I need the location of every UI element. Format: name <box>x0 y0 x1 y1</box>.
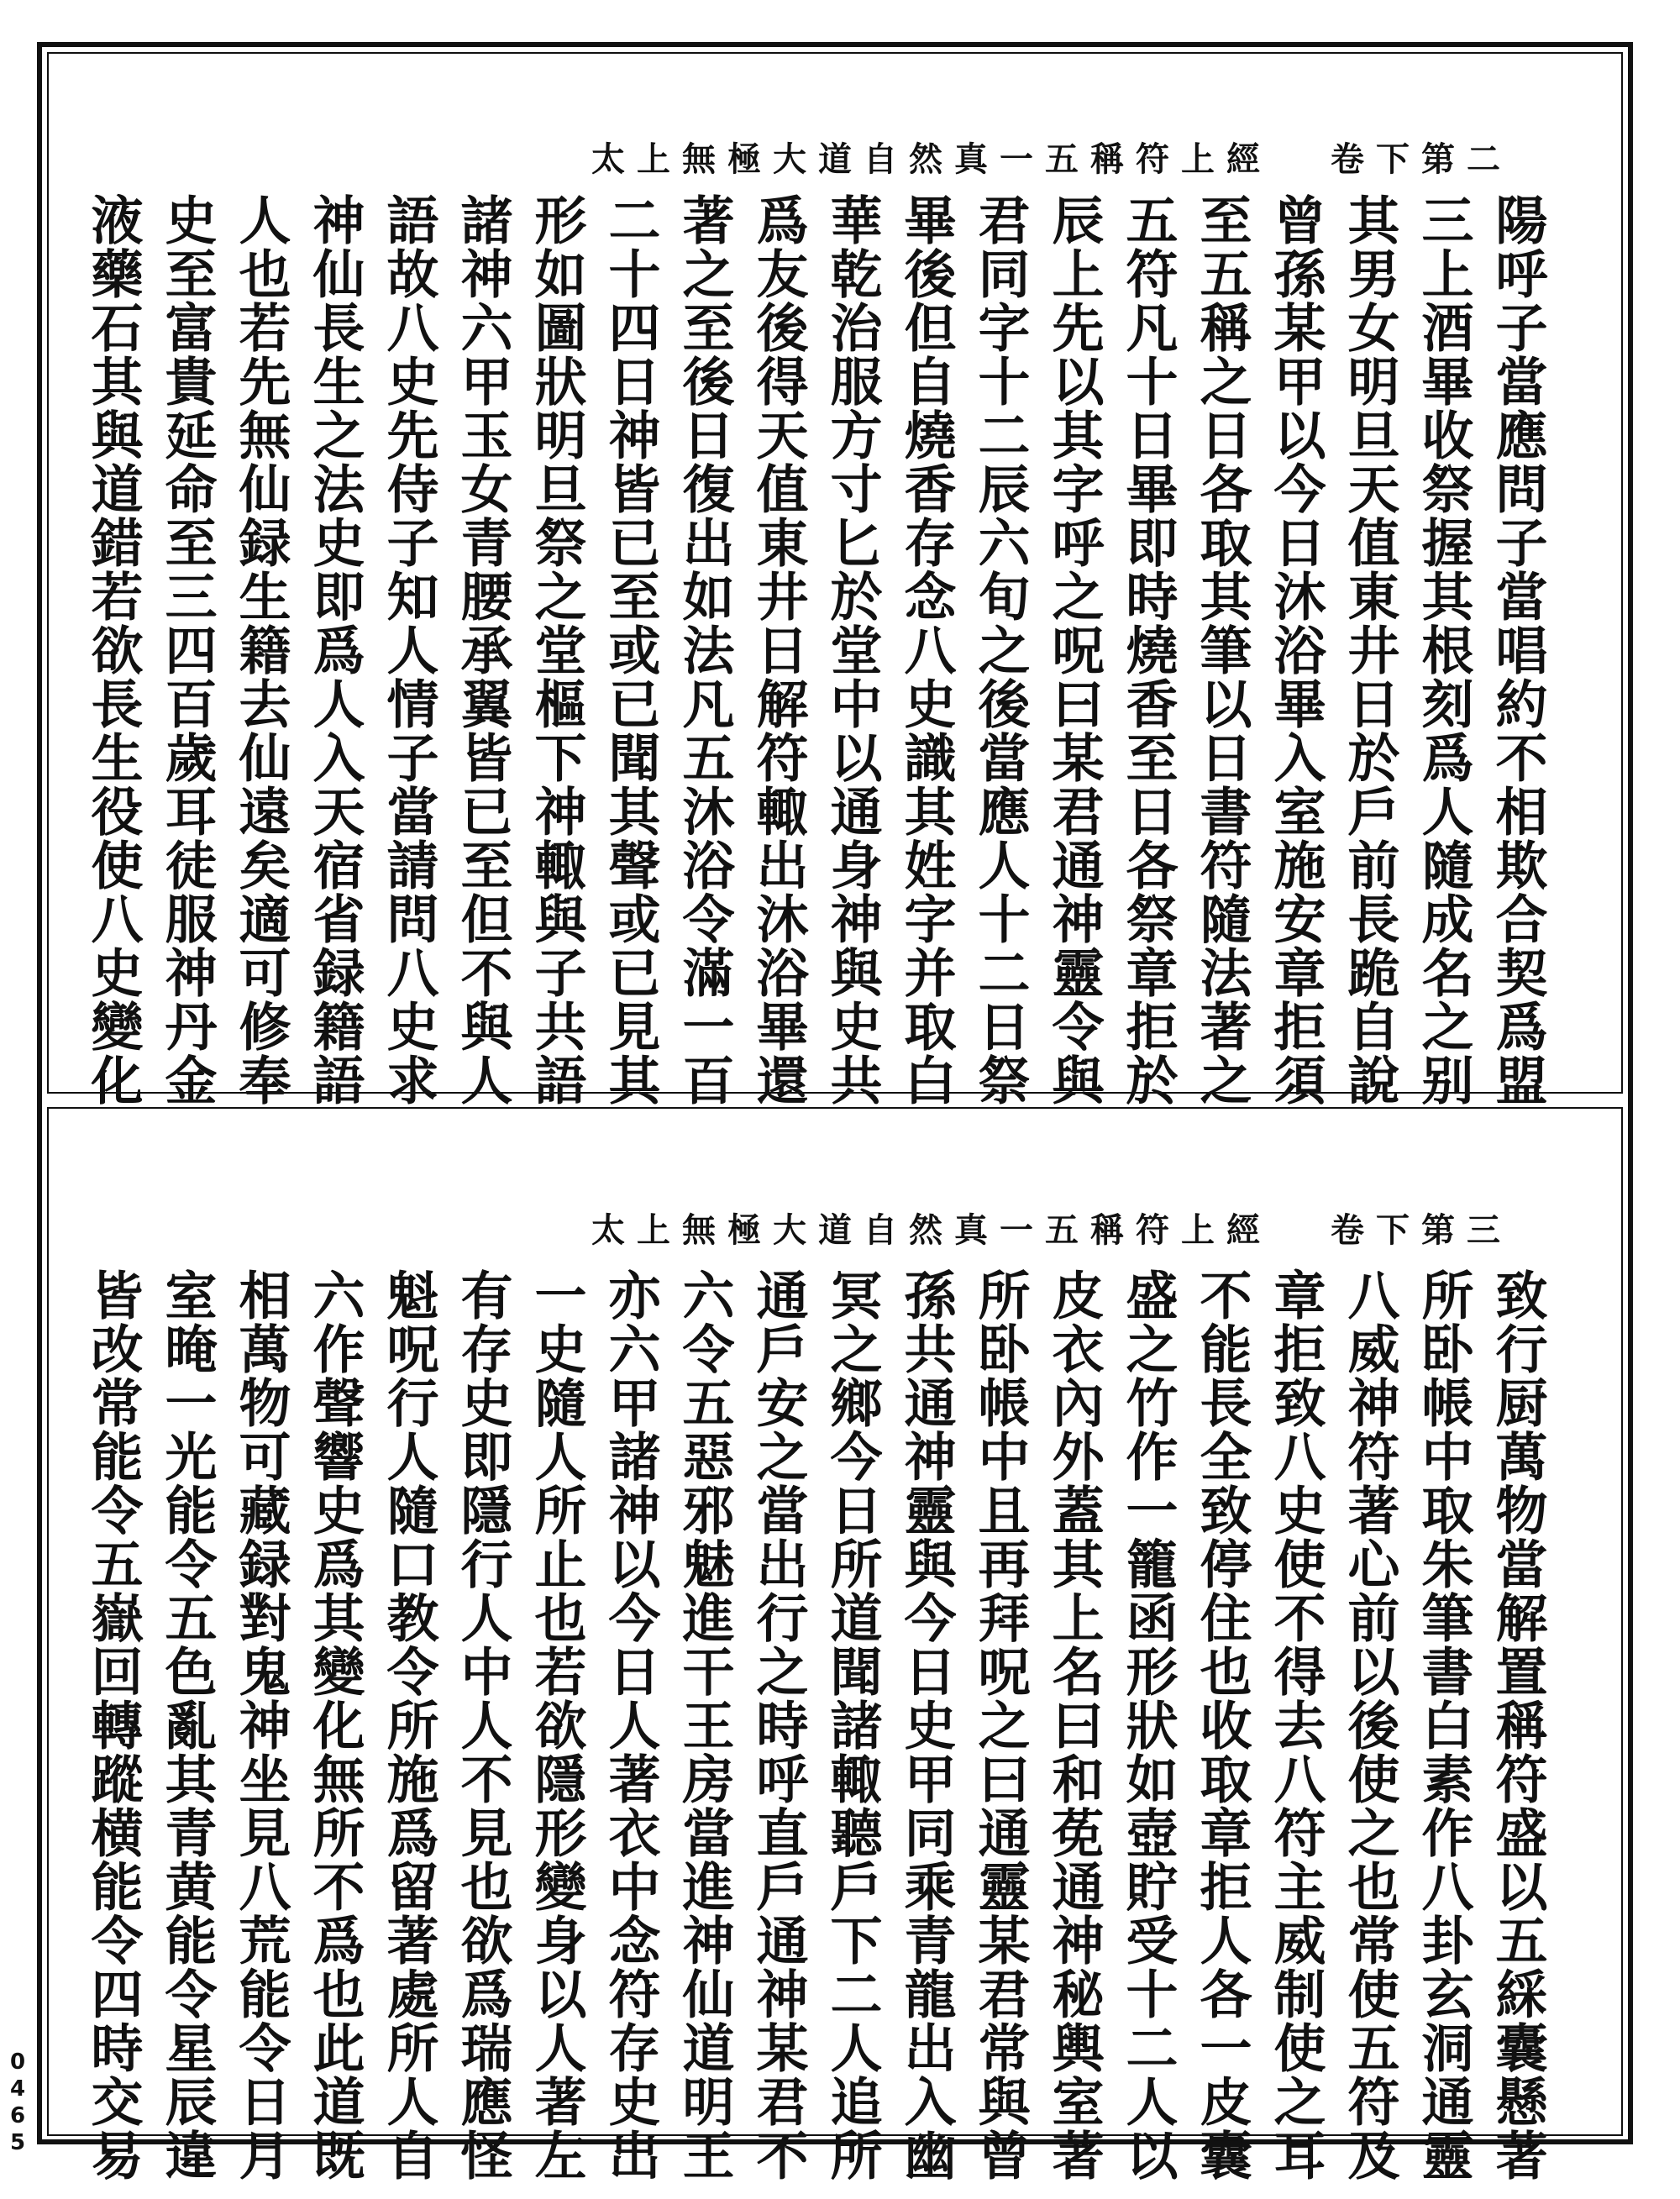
text-column: 八威神符著心前以後使之也常使五符及 <box>1339 1268 1400 2182</box>
text-column: 爲友後得天值東井日解符輙出沐浴畢還 <box>748 193 809 1107</box>
text-column: 魁呪行人隨口教令所施爲留著處所人自 <box>378 1268 439 2182</box>
top-page-text <box>76 193 1554 1107</box>
text-column: 至五稱之日各取其筆以日書符隨法著之 <box>1191 193 1252 1107</box>
text-column: 形如圖狀明旦祭之堂樞下神輙與子共語 <box>526 193 587 1107</box>
text-column: 曾孫某甲以今日沐浴畢入室施安章拒須 <box>1265 193 1326 1107</box>
text-column: 其男女明旦天值東井日於戶前長跪自說 <box>1339 193 1400 1107</box>
text-column: 所卧帳中取朱筆書白素作八卦玄洞通靈 <box>1413 1268 1474 2182</box>
text-column: 皮衣內外蓋其上名曰和莬通神秘輿室著 <box>1043 1268 1105 2182</box>
text-column: 所卧帳中且再拜呪之曰通靈某君常與曾 <box>969 1268 1031 2182</box>
bottom-page-text <box>76 1268 1554 2182</box>
text-column: 有存史即隱行人中人不見也欲爲瑞應怪 <box>452 1268 513 2182</box>
bottom-running-head-title: 太上無極大道自然真一五稱符上經 <box>591 1210 1272 1250</box>
top-running-head-chapter: 卷下第二 <box>1331 139 1512 179</box>
text-column: 二十四日神皆已至或已聞其聲或已見其 <box>600 193 661 1107</box>
text-column: 盛之竹作一籠函形狀如壺貯受十二人以 <box>1117 1268 1179 2182</box>
text-column: 諸神六甲玉女青腰承翼皆已至但不與人 <box>452 193 513 1107</box>
text-column: 五符凡十日畢即時燒香至日各祭章拒於 <box>1117 193 1179 1107</box>
text-column: 六令五惡邪魅進干王房當進神仙道明王 <box>674 1268 735 2182</box>
text-column: 華乾治服方寸匕於堂中以通身神與史共 <box>822 193 883 1107</box>
text-column: 一史隨人所止也若欲隱形變身以人著左 <box>526 1268 587 2182</box>
text-column: 皆改常能令五嶽回轉蹤横能令四時交易 <box>82 1268 144 2182</box>
text-column: 三上酒畢收祭握其根刻爲人隨成名之别 <box>1413 193 1474 1107</box>
text-column: 陽呼子當應問子當唱約不相欺合契爲盟 <box>1487 193 1548 1107</box>
text-column: 相萬物可藏録對鬼神坐見八荒能令日月 <box>230 1268 291 2182</box>
text-column: 史至富貴延命至三四百歲耳徒服神丹金 <box>156 193 218 1107</box>
text-column: 亦六甲諸神以今日人著衣中念符存史出 <box>600 1268 661 2182</box>
text-column: 君同字十二辰六旬之後當應人十二日祭 <box>969 193 1031 1107</box>
bottom-running-head-chapter: 卷下第三 <box>1331 1210 1512 1250</box>
text-column: 不能長全致停住也收取章拒人各一皮囊 <box>1191 1268 1252 2182</box>
page-number: 0465 <box>5 2049 30 2157</box>
text-column: 冥之鄉今日所道聞諸輙聽戶下二人追所 <box>822 1268 883 2182</box>
text-column: 室晻一光能令五色亂其青黄能令星辰違 <box>156 1268 218 2182</box>
text-column: 畢後但自燒香存念八史識其姓字并取白 <box>895 193 957 1107</box>
text-column: 液藥石其與道錯若欲長生役使八史變化 <box>82 193 144 1107</box>
text-column: 六作聲響史爲其變化無所不爲也此道既 <box>304 1268 365 2182</box>
text-column: 孫共通神靈與今日史甲同乘青龍出入幽 <box>895 1268 957 2182</box>
text-column: 章拒致八史使不得去八符主威制使之耳 <box>1265 1268 1326 2182</box>
top-running-head <box>591 133 1512 181</box>
bottom-running-head <box>591 1204 1512 1252</box>
text-column: 神仙長生之法史即爲人入天宿省録籍語 <box>304 193 365 1107</box>
text-column: 語故八史先侍子知人情子當請問八史求 <box>378 193 439 1107</box>
text-column: 通戶安之當出行之時呼直戶通神某君不 <box>748 1268 809 2182</box>
text-column: 著之至後日復出如法凡五沐浴令滿一百 <box>674 193 735 1107</box>
text-column: 辰上先以其字呼之呪曰某君通神靈令與 <box>1043 193 1105 1107</box>
text-column: 致行厨萬物當解置稱符盛以五綵囊懸著 <box>1487 1268 1548 2182</box>
top-running-head-title: 太上無極大道自然真一五稱符上經 <box>591 139 1272 179</box>
text-column: 人也若先無仙録生籍去仙遠矣適可修奉 <box>230 193 291 1107</box>
